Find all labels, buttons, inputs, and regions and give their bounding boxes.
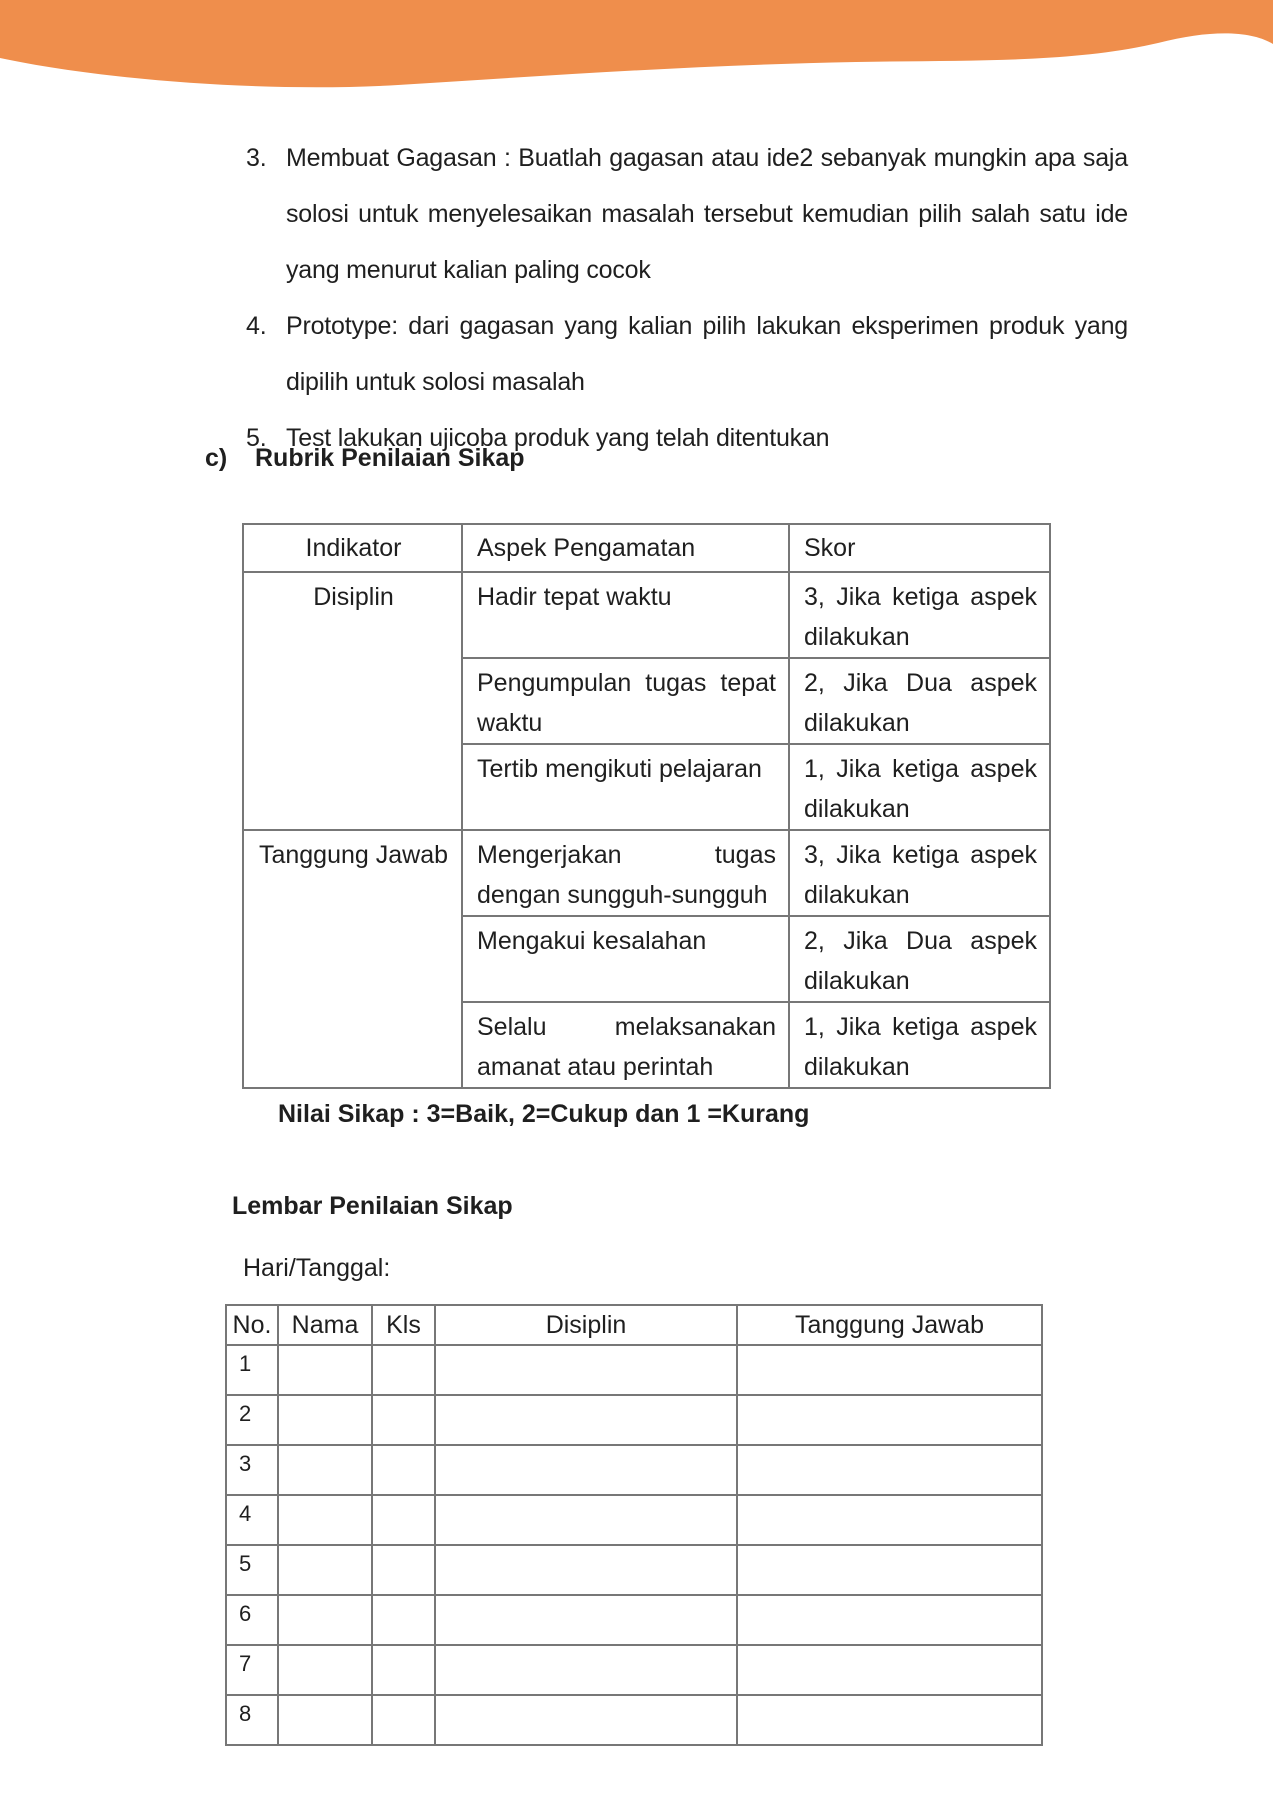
empty-cell <box>278 1595 372 1645</box>
score-note: Nilai Sikap : 3=Baik, 2=Cukup dan 1 =Kurang <box>278 1100 810 1128</box>
empty-cell <box>372 1545 435 1595</box>
numbered-list <box>246 130 1128 466</box>
rubric-aspek-cell: Pengumpulan tugas tepat waktu <box>462 658 789 744</box>
list-item-text: Test lakukan ujicoba produk yang telah ditentukan <box>286 424 830 452</box>
rubric-row <box>243 572 1050 658</box>
row-number-cell: 6 <box>226 1595 278 1645</box>
rubric-skor-cell: 3, Jika ketiga aspek dilakukan <box>789 830 1050 916</box>
rubric-indicator-tanggung-jawab: Tanggung Jawab <box>243 830 462 1088</box>
sheet-heading: Lembar Penilaian Sikap <box>232 1192 513 1220</box>
empty-cell <box>372 1645 435 1695</box>
empty-cell <box>737 1395 1042 1445</box>
list-item-number: 4. <box>246 312 267 340</box>
section-heading <box>205 444 525 473</box>
assessment-header-kls: Kls <box>372 1305 435 1345</box>
empty-cell <box>372 1495 435 1545</box>
assessment-row <box>226 1345 1042 1395</box>
rubric-header-skor: Skor <box>789 524 1050 572</box>
empty-cell <box>737 1595 1042 1645</box>
empty-cell <box>737 1645 1042 1695</box>
assessment-header-nama: Nama <box>278 1305 372 1345</box>
assessment-row <box>226 1595 1042 1645</box>
assessment-header-row <box>226 1305 1042 1345</box>
row-number-cell: 7 <box>226 1645 278 1695</box>
empty-cell <box>372 1595 435 1645</box>
empty-cell <box>435 1545 737 1595</box>
assessment-row <box>226 1395 1042 1445</box>
assessment-row <box>226 1495 1042 1545</box>
empty-cell <box>278 1445 372 1495</box>
rubric-skor-cell: 1, Jika ketiga aspek dilakukan <box>789 744 1050 830</box>
empty-cell <box>737 1445 1042 1495</box>
row-number-cell: 5 <box>226 1545 278 1595</box>
row-number-cell: 3 <box>226 1445 278 1495</box>
assessment-header-tanggung-jawab: Tanggung Jawab <box>737 1305 1042 1345</box>
empty-cell <box>278 1395 372 1445</box>
header-wave-decoration <box>0 0 1273 100</box>
empty-cell <box>435 1445 737 1495</box>
empty-cell <box>278 1345 372 1395</box>
empty-cell <box>278 1645 372 1695</box>
list-item-number: 3. <box>246 144 267 172</box>
empty-cell <box>435 1695 737 1745</box>
section-heading-marker: c) <box>205 444 228 472</box>
rubric-skor-cell: 2, Jika Dua aspek dilakukan <box>789 658 1050 744</box>
empty-cell <box>737 1695 1042 1745</box>
rubric-skor-cell: 3, Jika ketiga aspek dilakukan <box>789 572 1050 658</box>
empty-cell <box>737 1495 1042 1545</box>
assessment-row <box>226 1445 1042 1495</box>
rubric-header-aspek: Aspek Pengamatan <box>462 524 789 572</box>
empty-cell <box>278 1495 372 1545</box>
row-number-cell: 8 <box>226 1695 278 1745</box>
empty-cell <box>435 1495 737 1545</box>
rubric-aspek-cell: Mengakui kesalahan <box>462 916 789 1002</box>
list-item <box>246 130 1128 298</box>
empty-cell <box>737 1345 1042 1395</box>
rubric-skor-cell: 1, Jika ketiga aspek dilakukan <box>789 1002 1050 1088</box>
empty-cell <box>278 1545 372 1595</box>
list-item <box>246 298 1128 410</box>
empty-cell <box>372 1345 435 1395</box>
empty-cell <box>372 1395 435 1445</box>
rubric-skor-cell: 2, Jika Dua aspek dilakukan <box>789 916 1050 1002</box>
list-item-text: Prototype: dari gagasan yang kalian pilih lakukan eksperimen produk yang dipilih untuk solosi masalah <box>286 312 1128 396</box>
row-number-cell: 4 <box>226 1495 278 1545</box>
assessment-header-no: No. <box>226 1305 278 1345</box>
rubric-table <box>242 523 1051 1089</box>
rubric-aspek-cell: Selalu melaksanakan amanat atau perintah <box>462 1002 789 1088</box>
row-number-cell: 2 <box>226 1395 278 1445</box>
assessment-row <box>226 1545 1042 1595</box>
assessment-row <box>226 1695 1042 1745</box>
empty-cell <box>372 1695 435 1745</box>
empty-cell <box>278 1695 372 1745</box>
empty-cell <box>435 1595 737 1645</box>
rubric-aspek-cell: Tertib mengikuti pelajaran <box>462 744 789 830</box>
rubric-indicator-disiplin: Disiplin <box>243 572 462 830</box>
rubric-header-row <box>243 524 1050 572</box>
empty-cell <box>435 1645 737 1695</box>
assessment-header-disiplin: Disiplin <box>435 1305 737 1345</box>
section-heading-title: Rubrik Penilaian Sikap <box>255 444 525 472</box>
empty-cell <box>737 1545 1042 1595</box>
date-label: Hari/Tanggal: <box>243 1254 391 1282</box>
assessment-row <box>226 1645 1042 1695</box>
empty-cell <box>435 1345 737 1395</box>
rubric-aspek-cell: Mengerjakan tugas dengan sungguh-sungguh <box>462 830 789 916</box>
list-item-number: 5. <box>246 424 267 452</box>
empty-cell <box>435 1395 737 1445</box>
rubric-aspek-cell: Hadir tepat waktu <box>462 572 789 658</box>
rubric-row <box>243 830 1050 916</box>
list-item-text: Membuat Gagasan : Buatlah gagasan atau ide2 sebanyak mungkin apa saja solosi untuk menyelesaikan masalah tersebut kemudian pilih salah satu ide yang menurut kalian paling cocok <box>286 144 1128 284</box>
assessment-table <box>225 1304 1043 1746</box>
row-number-cell: 1 <box>226 1345 278 1395</box>
empty-cell <box>372 1445 435 1495</box>
rubric-header-indikator: Indikator <box>243 524 462 572</box>
